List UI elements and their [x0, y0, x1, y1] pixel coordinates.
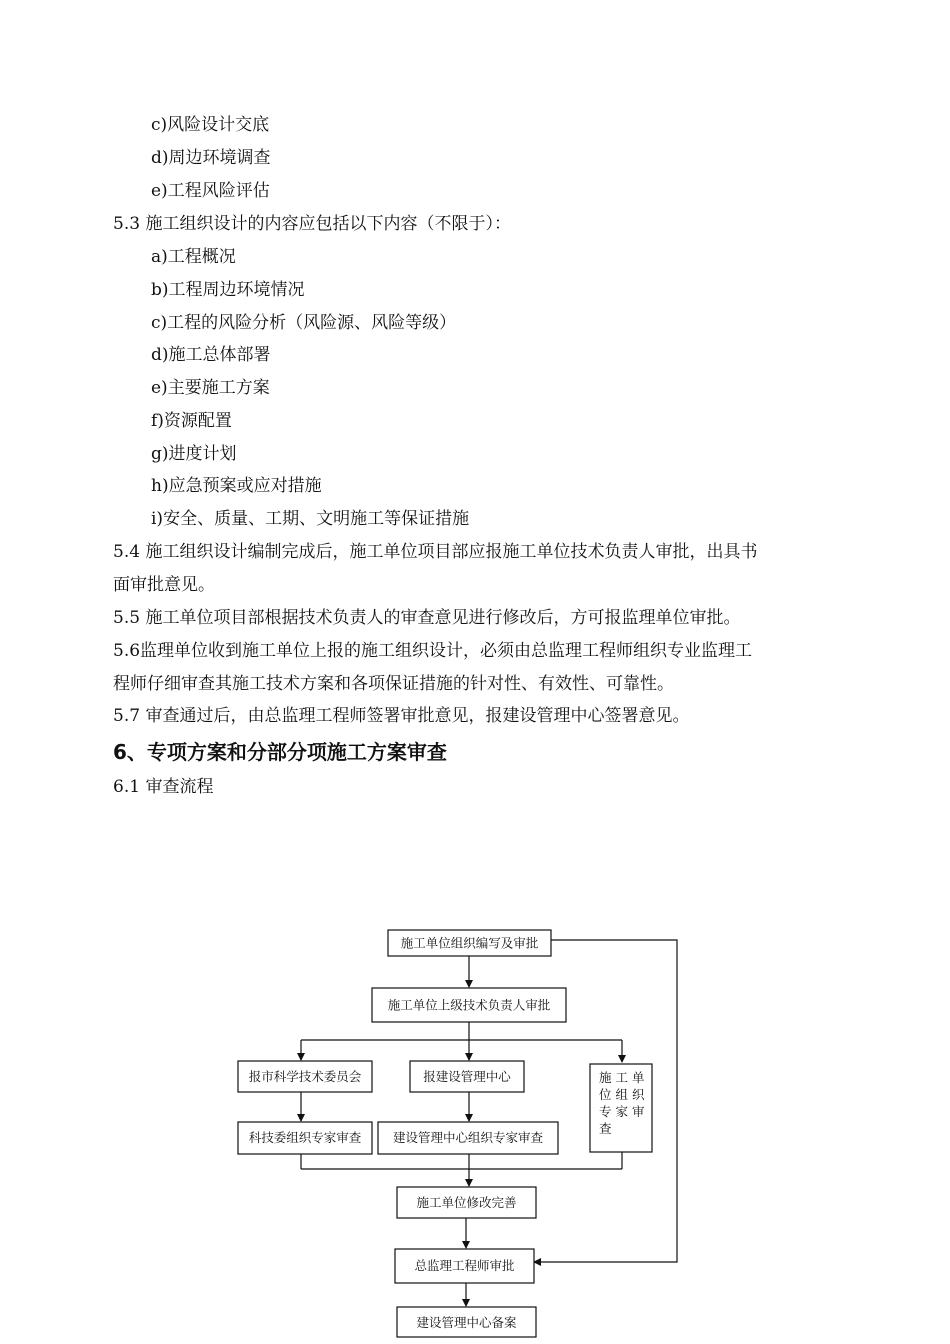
text-line-g-schedule: g)进度计划 [151, 444, 237, 464]
flow-box-superior-tech-approval [372, 988, 566, 1022]
flow-box-center-expert-review [378, 1122, 558, 1154]
flow-box-revise [397, 1187, 536, 1218]
flow-box-unit-expert-review-line4: 查 [599, 1121, 612, 1136]
flow-box-unit-expert-review-line3: 专 家 审 [599, 1104, 645, 1119]
text-line-5-3: 5.3 施工组织设计的内容应包括以下内容（不限于）： [113, 214, 511, 234]
text-line-d-environment-survey: d)周边环境调查 [151, 148, 271, 168]
flow-box-chief-supervisor-approval-label: 总监理工程师审批 [414, 1258, 515, 1273]
flow-box-construction-center-label: 报建设管理中心 [423, 1069, 511, 1084]
text-line-5-4-cont: 面审批意见。 [113, 575, 215, 595]
text-line-c-risk-design: c)风险设计交底 [151, 115, 270, 135]
flow-box-sci-tech-committee-label: 报市科学技术委员会 [248, 1069, 362, 1084]
flow-box-chief-supervisor-approval [395, 1249, 534, 1283]
flow-box-compile-approve-label: 施工单位组织编写及审批 [400, 935, 539, 951]
subheading-6-1: 6.1 审查流程 [113, 777, 214, 797]
text-line-e-risk-assessment: e)工程风险评估 [151, 181, 270, 201]
text-line-c-risk-analysis: c)工程的风险分析（风险源、风险等级） [151, 313, 457, 333]
flow-box-compile-approve [388, 930, 551, 956]
text-line-5-6-cont: 程师仔细审查其施工技术方案和各项保证措施的针对性、有效性、可靠性。 [113, 674, 674, 694]
text-line-f-resources: f)资源配置 [151, 411, 232, 431]
section-heading-6: 6、专项方案和分部分项施工方案审查 [113, 740, 447, 764]
flow-box-center-expert-review-label: 建设管理中心组织专家审查 [392, 1130, 544, 1145]
flow-box-unit-expert-review-line2: 位 组 织 [599, 1087, 645, 1102]
flow-box-unit-expert-review-line1: 施 工 单 [599, 1070, 645, 1085]
flow-box-superior-tech-approval-label: 施工单位上级技术负责人审批 [387, 997, 551, 1013]
flow-box-committee-expert-review-label: 科技委组织专家审查 [248, 1130, 362, 1145]
text-line-5-5: 5.5 施工单位项目部根据技术负责人的审查意见进行修改后，方可报监理单位审批。 [113, 608, 741, 628]
text-line-b-environment: b)工程周边环境情况 [151, 280, 305, 300]
flow-box-construction-center [410, 1061, 524, 1092]
text-line-5-4: 5.4 施工组织设计编制完成后，施工单位项目部应报施工单位技术负责人审批，出具书 [113, 542, 758, 562]
flow-box-revise-label: 施工单位修改完善 [416, 1195, 517, 1210]
flow-box-unit-expert-review [590, 1064, 652, 1152]
text-line-5-6: 5.6监理单位收到施工单位上报的施工组织设计，必须由总监理工程师组织专业监理工 [113, 641, 753, 661]
text-line-a-overview: a)工程概况 [151, 247, 236, 267]
text-line-d-deployment: d)施工总体部署 [151, 345, 271, 365]
flow-box-filing-label: 建设管理中心备案 [416, 1315, 517, 1330]
text-line-e-main-plan: e)主要施工方案 [151, 378, 270, 398]
text-line-5-7: 5.7 审查通过后，由总监理工程师签署审批意见，报建设管理中心签署意见。 [113, 706, 690, 726]
flow-box-filing [397, 1307, 536, 1337]
flow-box-sci-tech-committee [238, 1061, 372, 1092]
text-line-i-guarantees: i)安全、质量、工期、文明施工等保证措施 [151, 509, 470, 529]
flow-box-committee-expert-review [238, 1122, 372, 1154]
text-line-h-emergency: h)应急预案或应对措施 [151, 476, 322, 496]
